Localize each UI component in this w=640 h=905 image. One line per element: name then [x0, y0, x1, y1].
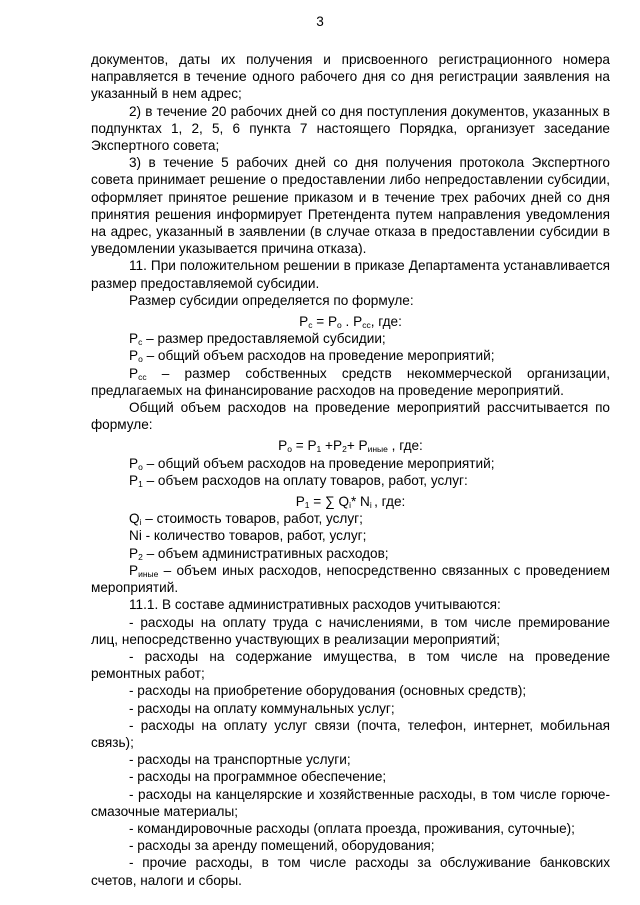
definition-pc: $Р_с$ – размер предоставляемой субсидии; — [129, 331, 386, 348]
expense-item: - расходы на приобретение оборудования (основных средств); — [129, 683, 527, 699]
paragraph-item-2: 2) в течение 20 рабочих дней со дня поступления документов, указанных в подпунктах 1, 2, 5, 6 пункта 7 настоящего Порядка, организует заседание Экспертного совета; — [91, 103, 610, 154]
formula-goods: $Р_1$ = ∑ $Q_i*$ $N_i$ , где: — [295, 494, 406, 511]
paragraph-intro: документов, даты их получения и присвоенного регистрационного номера направляется в течение одного рабочего дня со дня регистрации заявления на указанный в нем адрес; — [91, 52, 610, 102]
expense-item: - командировочные расходы (оплата проезда, проживания, суточные); — [129, 820, 575, 836]
paragraph-item-3: 3) в течение 5 рабочих дней со дня получения протокола Экспертного совета принимает решение о предоставлении либо непредоставлении субсидии, оформляет принятое решение приказом и в течение трех рабочих дней со дня принятия решения информирует Претендента путем направления уведомления на адрес, указанный в заявлении (в случае отказа в предоставлении субсидии в уведомлении указывается причина отказа). — [91, 155, 610, 257]
definition-p1: $Р_1$ – объем расходов на оплату товаров, работ, услуг: — [129, 472, 468, 489]
expense-item: - расходы на оплату коммунальных услуг; — [129, 700, 395, 716]
formula-total: $Р_о = Р_1 +Р_2+ Р_{иные}$ , где: — [278, 438, 423, 455]
paragraph-11: 11. При положительном решении в приказе Департамента устанавливается размер предоставляемой субсидии. — [91, 258, 610, 291]
paragraph-total-formula: Общий объем расходов на проведение мероприятий рассчитывается по формуле: — [91, 400, 610, 433]
definition-po: $Р_о$ – общий объем расходов на проведение мероприятий; — [129, 348, 495, 365]
expense-item: - расходы на транспортные услуги; — [129, 752, 351, 768]
paragraph-subsidy-size: Размер субсидии определяется по формуле: — [129, 292, 414, 308]
expense-item: - расходы за аренду помещений, оборудования; — [129, 838, 435, 854]
definition-pother: $Р_{иные}$ – объем иных расходов, непосредственно связанных с проведением мероприятий. — [91, 562, 610, 596]
definition-po-2: $Р_о$ – общий объем расходов на проведение мероприятий; — [129, 455, 495, 472]
definition-ni: Ni - количество товаров, работ, услуг; — [129, 528, 367, 544]
expense-item: - расходы на канцелярские и хозяйственные расходы, в том числе горюче-смазочные материалы; — [91, 786, 610, 819]
page-number: 3 — [316, 14, 324, 29]
expense-item: - расходы на оплату услуг связи (почта, телефон, интернет, мобильная связь); — [91, 717, 610, 750]
expense-item: - расходы на программное обеспечение; — [129, 769, 387, 785]
definition-p2: $Р_2$ – объем административных расходов; — [129, 545, 389, 562]
expense-item: - расходы на содержание имущества, в том числе на проведение ремонтных работ; — [91, 648, 610, 682]
paragraph-11-1: 11.1. В составе административных расходов учитываются: — [129, 597, 501, 613]
definition-qi: $Q_i$ – стоимость товаров, работ, услуг; — [129, 511, 363, 528]
expense-item: - расходы на оплату труда с начислениями, в том числе премирование лиц, непосредственно участвующих в реализации мероприятий; — [91, 614, 610, 647]
document-body — [91, 51, 610, 889]
expense-item: - прочие расходы, в том числе расходы за обслуживание банковских счетов, налоги и сборы. — [91, 855, 610, 888]
formula-subsidy: $Р_с = Р_о$ . $Р_{сс}$, где: — [299, 314, 402, 331]
definition-pcc: $Р_{сс}$ – размер собственных средств некоммерческой организации, предлагаемых на финансирование расходов на проведение мероприятий. — [91, 365, 610, 398]
